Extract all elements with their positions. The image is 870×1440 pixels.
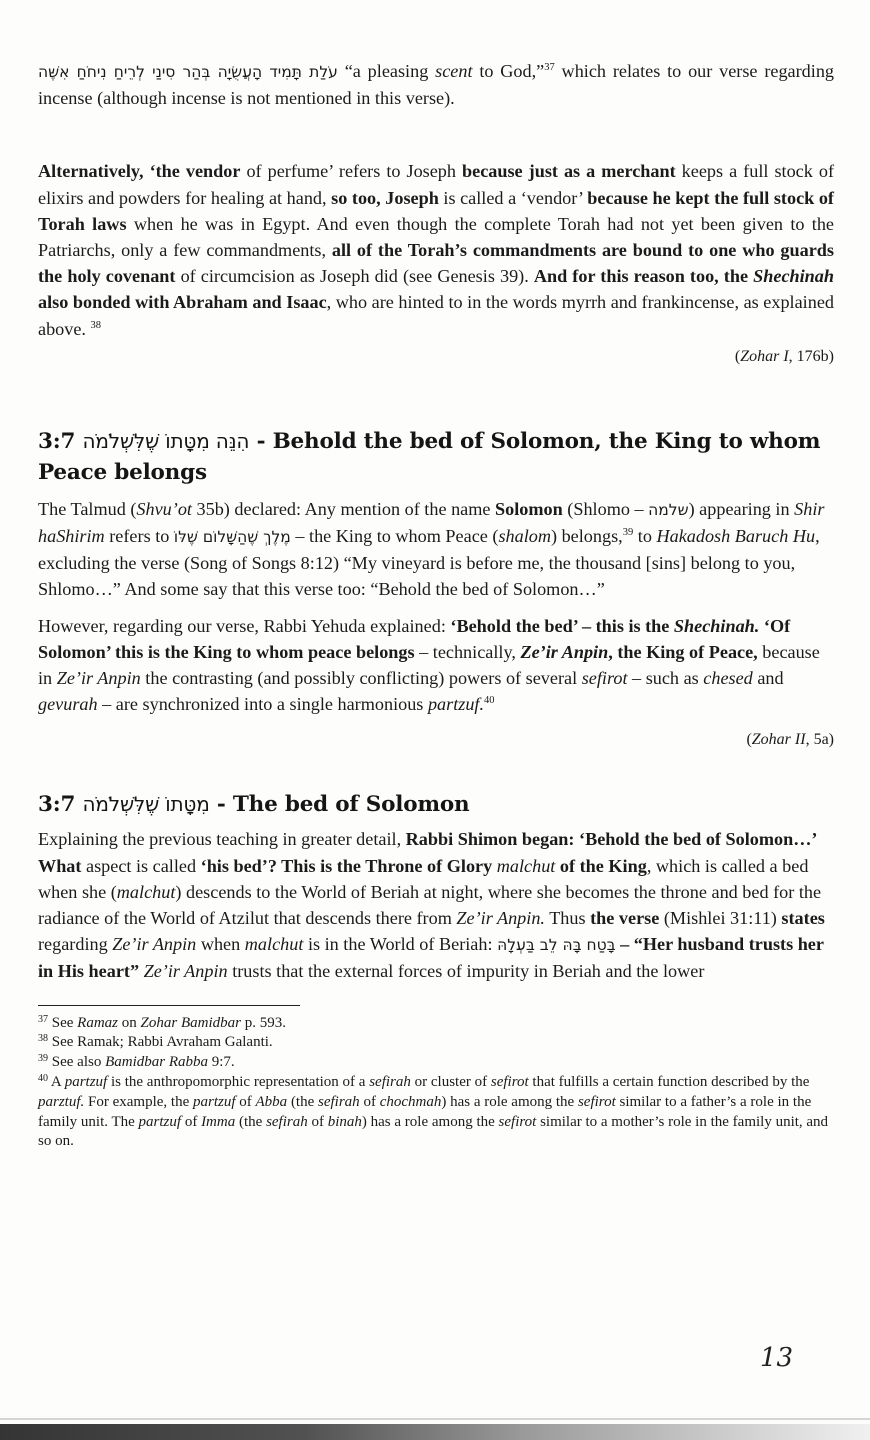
text-run: of bbox=[359, 1093, 380, 1110]
text-run: Explaining the previous teaching in greater detail, bbox=[38, 829, 406, 850]
text-run: of bbox=[181, 1113, 202, 1130]
text-run: Ze’ir Anpin bbox=[143, 961, 228, 982]
text-run: on bbox=[118, 1014, 141, 1031]
footnote-37 bbox=[38, 1014, 834, 1034]
text-run: partzuf bbox=[193, 1093, 236, 1110]
scan-shadow-edge bbox=[0, 1424, 870, 1440]
text-run: binah bbox=[327, 1113, 362, 1130]
text-run: However, regarding our verse, Rabbi Yehuda explained: bbox=[38, 615, 451, 636]
text-run: Abba bbox=[255, 1093, 288, 1110]
text-run: 9:7. bbox=[208, 1054, 235, 1071]
text-run: shalom bbox=[498, 526, 551, 547]
text-run: Ze’ir Anpin bbox=[112, 934, 197, 955]
text-run: is called a ‘vendor’ bbox=[438, 187, 588, 208]
section-heading-behold-the-bed bbox=[38, 426, 834, 488]
text-run: of bbox=[307, 1113, 328, 1130]
text-run: all of the Torah’s commandments are bound to one who guards the holy covenant bbox=[38, 240, 834, 287]
text-run: , who are hinted to in the words myrrh and frankincense, as explained above. bbox=[38, 292, 834, 339]
text-run: of bbox=[235, 1093, 256, 1110]
paragraph-incense bbox=[38, 58, 834, 111]
text-run: the verse bbox=[590, 908, 660, 929]
text-run: What bbox=[38, 855, 82, 876]
text-run: malchut bbox=[496, 855, 556, 876]
text-run: partzuf bbox=[138, 1113, 182, 1130]
text-run: 3:7 bbox=[38, 792, 83, 818]
text-run: ( bbox=[734, 347, 741, 365]
text-run: Shvu’ot bbox=[136, 498, 192, 519]
text-run: ( bbox=[746, 731, 752, 749]
text-run: is in the World of Beriah: bbox=[303, 934, 498, 955]
handwritten-page-number: 13 bbox=[760, 1343, 794, 1373]
text-run: 35b) declared: Any mention of the name bbox=[191, 498, 496, 519]
text-run: Ze’ir Anpin bbox=[56, 668, 141, 689]
text-run: – technically, bbox=[414, 641, 521, 662]
text-run: Ze’ir Anpin bbox=[520, 641, 609, 662]
text-run: Shechinah. bbox=[673, 615, 760, 636]
footnote-ref-39[interactable]: 39 bbox=[622, 527, 634, 539]
text-run: gevurah bbox=[38, 694, 98, 715]
text-run: Shir haShirim bbox=[38, 498, 825, 547]
text-run: For example, the bbox=[84, 1093, 193, 1110]
heading-hebrew: הִנֵּה מִטָּתוֹ שֶׁלִּשְׁלֹמֹה bbox=[82, 428, 250, 453]
hebrew-verse: עֹלַת תָּמִיד הָעֲשֻׂיָה בְּהַר סִינַי לְרֵיחַ נִיחֹחַ אִשֶּׁה bbox=[38, 63, 338, 81]
text-run: And for this reason too, the bbox=[533, 266, 754, 287]
text-run: sefirah bbox=[266, 1113, 308, 1130]
text-run: sefirah bbox=[318, 1093, 360, 1110]
text-run: , 176b) bbox=[788, 347, 834, 365]
text-run: – the King to whom Peace ( bbox=[290, 526, 499, 547]
text-run: sefirah bbox=[369, 1074, 411, 1091]
text-run: ) has a role among the bbox=[441, 1093, 578, 1110]
text-run: – such as bbox=[627, 668, 704, 689]
text-run: ‘Of Solomon’ this is the King to whom peace belongs bbox=[38, 615, 791, 662]
text-run: when he was in Egypt. And even though the complete Torah had not yet been given to the Patriarchs, only a few commandments, bbox=[38, 213, 835, 261]
text-run: ) belongs, bbox=[550, 526, 623, 547]
text-run: “a pleasing bbox=[344, 61, 436, 81]
text-run: ‘his bed’? This is the Throne of Glory bbox=[200, 855, 493, 876]
footnote-39 bbox=[38, 1053, 834, 1073]
text-run: See also bbox=[48, 1054, 106, 1071]
text-run: 40 bbox=[38, 1073, 48, 1085]
text-run: partzuf. bbox=[427, 694, 485, 715]
text-run: - Behold the bed of Solomon, the King to whom Peace belongs bbox=[38, 428, 821, 485]
text-run: states bbox=[781, 908, 825, 929]
text-run: Alternatively, ‘the vendor bbox=[38, 161, 241, 182]
text-run: malchut bbox=[244, 934, 304, 955]
text-run: Ze’ir Anpin. bbox=[456, 908, 545, 929]
text-run: because in bbox=[38, 641, 820, 689]
text-run: sefirot bbox=[498, 1113, 537, 1130]
heading-hebrew: מִטָּתוֹ שֶׁלִּשְׁלֹמֹה bbox=[82, 792, 210, 817]
text-run: trusts that the external forces of impurity in Beriah and the lower bbox=[227, 961, 705, 982]
text-run: Zohar II bbox=[751, 731, 806, 749]
text-run: A bbox=[48, 1074, 65, 1091]
text-run: (Shlomo – bbox=[562, 498, 649, 519]
text-run: ‘Behold the bed’ – this is the bbox=[450, 615, 674, 636]
text-run: chesed bbox=[703, 668, 753, 689]
footnote-38 bbox=[38, 1033, 834, 1053]
source-citation-zohar-i bbox=[38, 348, 834, 366]
text-run: scent bbox=[435, 61, 473, 81]
text-run: 3:7 bbox=[38, 428, 83, 454]
footnote-40 bbox=[38, 1073, 834, 1152]
footnote-ref-37[interactable]: 37 bbox=[544, 62, 555, 73]
text-run: Imma bbox=[201, 1113, 236, 1130]
text-run: ) descends to the World of Beriah at night, where she becomes the throne and bed for the radiance of the World of Atzilut that descends there from bbox=[38, 881, 822, 929]
text-run: - The bed of Solomon bbox=[209, 792, 470, 818]
text-run: 39 bbox=[38, 1053, 48, 1065]
text-run: Zohar I bbox=[740, 347, 789, 365]
text-run: Ramaz bbox=[77, 1014, 119, 1031]
text-run: when bbox=[196, 934, 245, 955]
text-run: (the bbox=[287, 1093, 319, 1110]
text-run: Shechinah bbox=[753, 266, 835, 287]
text-run: , which is called a bed when she ( bbox=[38, 855, 809, 902]
text-run: malchut bbox=[116, 881, 176, 902]
text-run: 38 bbox=[38, 1033, 48, 1045]
text-run: Zohar Bamidbar bbox=[140, 1014, 241, 1031]
paragraph-vendor bbox=[38, 158, 834, 341]
text-run: similar to a mother’s role in the family unit, and so on. bbox=[38, 1113, 829, 1150]
text-run: and bbox=[752, 668, 784, 689]
text-run: which relates to our verse regarding incense (although incense is not mentioned in this verse). bbox=[38, 61, 835, 109]
text-run: , 5a) bbox=[805, 731, 834, 749]
text-run: to God,” bbox=[472, 61, 545, 81]
text-run: sefirot bbox=[490, 1074, 529, 1091]
text-run: that fulfills a certain function described by the bbox=[528, 1074, 810, 1091]
text-run: See bbox=[48, 1014, 78, 1031]
text-run: so too, Joseph bbox=[331, 187, 439, 208]
text-run: שלמה bbox=[648, 500, 689, 519]
text-run: parztuf. bbox=[38, 1093, 85, 1110]
text-run: because just as a merchant bbox=[462, 161, 676, 182]
text-run: keeps a full stock of elixirs and powders for healing at hand, bbox=[38, 161, 834, 208]
source-citation-zohar-ii bbox=[38, 731, 834, 749]
text-run: Bamidbar Rabba bbox=[105, 1054, 208, 1071]
text-run: The Talmud ( bbox=[38, 498, 137, 519]
document-page bbox=[38, 58, 834, 1152]
text-run: ) has a role among the bbox=[361, 1113, 499, 1130]
text-run: , excluding the verse (Song of Songs 8:12) “My vineyard is before me, the thousand [sins] belong to you, Shlomo…” And some say that this verse too: “Behold the bed of Solomon…” bbox=[38, 526, 820, 600]
text-run: Rabbi Shimon began: ‘Behold the bed of Solomon…’ bbox=[405, 829, 817, 850]
text-run: בָּטַח בָּהּ לֵב בַּעְלָהּ bbox=[497, 936, 616, 955]
text-run: – “Her husband trusts her in His heart” bbox=[38, 934, 824, 982]
text-run: (the bbox=[235, 1113, 267, 1130]
footnote-ref-38[interactable]: 38 bbox=[90, 319, 102, 331]
text-run: the King bbox=[579, 855, 647, 876]
text-run: similar to a father’s a role in the family unit. The bbox=[38, 1093, 812, 1130]
text-run: or cluster of bbox=[410, 1074, 491, 1091]
text-run: is the anthropomorphic representation of a bbox=[107, 1074, 370, 1091]
text-run: of bbox=[555, 855, 580, 876]
text-run: aspect is called bbox=[81, 855, 201, 876]
text-run: the contrasting (and possibly conflicting) powers of several bbox=[140, 668, 582, 689]
text-run: regarding bbox=[38, 934, 113, 955]
text-run: to bbox=[633, 526, 657, 547]
footnote-ref-40[interactable]: 40 bbox=[484, 695, 495, 707]
section-heading-the-bed-of-solomon bbox=[38, 789, 834, 820]
text-run: p. 593. bbox=[240, 1014, 286, 1031]
text-run: Solomon bbox=[495, 498, 563, 519]
text-run: of circumcision as Joseph did (see Genesis 39). bbox=[175, 266, 534, 287]
text-run: chochmah bbox=[379, 1093, 442, 1110]
text-run: (Mishlei 31:11) bbox=[659, 908, 782, 929]
text-run: also bonded with Abraham and Isaac bbox=[38, 292, 327, 313]
text-run: of perfume’ refers to Joseph bbox=[240, 161, 463, 182]
paragraph-rabbi-shimon bbox=[38, 826, 834, 984]
text-run: partzuf bbox=[64, 1074, 108, 1091]
text-run: See Ramak; Rabbi Avraham Galanti. bbox=[48, 1034, 273, 1051]
text-run: Hakadosh Baruch Hu bbox=[656, 526, 816, 547]
text-run: sefirot bbox=[577, 1093, 616, 1110]
text-run: sefirot bbox=[581, 668, 628, 689]
text-run: refers to bbox=[104, 526, 174, 547]
text-run: Thus bbox=[544, 908, 591, 929]
paragraph-rabbi-yehuda bbox=[38, 613, 834, 718]
text-run: – are synchronized into a single harmonious bbox=[97, 694, 428, 715]
text-run: because he kept the full stock of Torah laws bbox=[38, 187, 834, 234]
scan-artifact-line bbox=[0, 1418, 870, 1420]
paragraph-talmud bbox=[38, 496, 834, 603]
text-run: , the King of Peace, bbox=[608, 641, 758, 662]
text-run: ) appearing in bbox=[688, 498, 795, 519]
text-run: מֶלֶךְ שֶׁהַשָּׁלוֹם שֶׁלּוֹ bbox=[173, 528, 291, 547]
text-run: 37 bbox=[38, 1013, 48, 1025]
